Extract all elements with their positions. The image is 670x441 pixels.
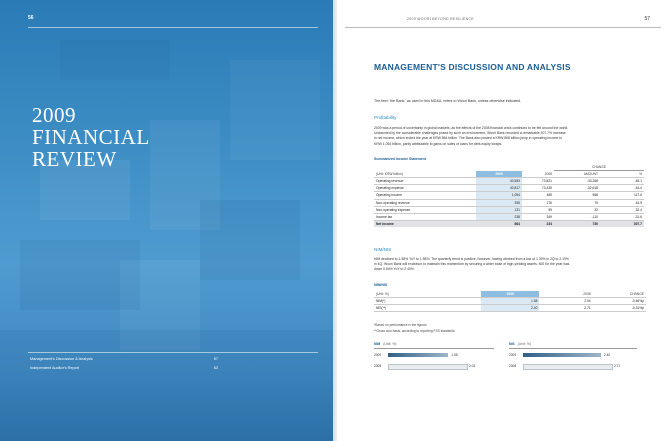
mini-chart-rule xyxy=(509,348,637,349)
cell-2009: 1.58 xyxy=(481,298,539,305)
row-label: Non-operating revenue xyxy=(374,199,476,206)
nim-nis-table xyxy=(374,291,646,312)
bar-year-label: 2009 xyxy=(509,352,517,357)
cell-pct: 307.7 xyxy=(600,221,644,228)
bar-year-label: 2008 xyxy=(374,363,382,368)
column-header-2009: 2009 xyxy=(476,171,522,178)
cell-2008: 2.04 xyxy=(539,298,592,305)
toc-item-label: Management's Discussion & Analysis xyxy=(30,357,93,361)
bar-row xyxy=(374,353,494,357)
text-line: in 4Q. Woori Bank will endeavor to maintain this momentum by securing a wider base of high-yielding assets. NIS for the year was xyxy=(374,262,570,267)
bar-year-label: 2008 xyxy=(509,363,517,368)
income-statement-table xyxy=(374,164,644,227)
nis-mini-chart xyxy=(509,342,637,368)
row-label: Non-operating expense xyxy=(374,206,476,213)
nim-table-title: NIM/NIS xyxy=(374,283,388,287)
text-line: KRW 1,054 billion, partly attributable to gains on sales of loans for debt-equity swaps. xyxy=(374,141,503,146)
toc-item-label: Independent Auditor's Report xyxy=(30,366,80,370)
table-row xyxy=(374,213,644,220)
table-row xyxy=(374,199,644,206)
cell-pct: 44.9 xyxy=(600,199,644,206)
text-line: 2009 was a period of uncertainty in global markets, as the effects of the 2008 financial crisis continued to be felt around the world. xyxy=(374,126,569,130)
row-label: Income tax xyxy=(374,213,476,220)
cell-2009: 255 xyxy=(476,199,522,206)
cell-2008: 2.71 xyxy=(539,305,592,312)
table-row xyxy=(374,192,644,199)
nim-heading: NIM/NIS xyxy=(374,247,392,252)
cell-2009: 1,054 xyxy=(476,192,522,199)
text-line: NIM declined to 1.58% YoY to 1.58%. The quarterly trend is positive, however, having climbed from a low of 1.39% in 2Q to 2.19% xyxy=(374,257,569,261)
cell-2008: 99 xyxy=(522,206,554,213)
cell-2008: 234 xyxy=(522,221,554,228)
nim-mini-chart xyxy=(374,342,494,368)
table-row xyxy=(374,185,644,192)
row-label: NIM(*) xyxy=(374,298,481,305)
bar xyxy=(388,364,468,370)
title-line-1: 2009 xyxy=(32,103,76,127)
running-head: 2009 WOORI BEYOND RESILIENCE xyxy=(407,17,474,21)
toc-item[interactable] xyxy=(30,355,318,364)
bar xyxy=(388,353,448,357)
right-page xyxy=(337,0,670,441)
text-line: Undaunted by the considerable challenges posed by such an environment, Woori Bank recorded a remarkable 307.7% increase xyxy=(374,131,566,136)
mini-chart-unit: (Unit: %) xyxy=(383,342,397,346)
row-label: Operating expense xyxy=(374,185,476,192)
left-page-number: 56 xyxy=(28,15,34,21)
bar xyxy=(523,353,601,357)
cell-amount: 32 xyxy=(554,206,600,213)
left-page xyxy=(0,0,333,441)
right-page-number: 57 xyxy=(644,16,650,22)
mini-chart-title xyxy=(374,342,494,346)
profitability-heading: Profitability xyxy=(374,115,397,120)
toc-item-page: 57 xyxy=(213,357,218,361)
page-title: MANAGEMENT'S DISCUSSION AND ANALYSIS xyxy=(374,62,571,72)
mini-chart-rule xyxy=(374,348,494,349)
bar-row xyxy=(374,364,494,368)
text-line: in net income, which ended the year at KRW 864 billion. The Bank also posted a KRW 868 billion jump in operating income to xyxy=(374,136,563,141)
table-row xyxy=(374,298,646,305)
header-rule xyxy=(345,27,661,28)
cell-2009: 864 xyxy=(476,221,522,228)
cell-2009: 40,817 xyxy=(476,185,522,192)
bar-value-label: 2.71 xyxy=(614,363,621,368)
cell-pct: 117.0 xyxy=(600,192,644,199)
cell-2008: 176 xyxy=(522,199,554,206)
cell-2009: 131 xyxy=(476,206,522,213)
bar-value-label: 2.40 xyxy=(603,352,611,357)
mini-chart-unit: (Unit: %) xyxy=(517,342,531,346)
column-header-2008: 2008 xyxy=(522,171,554,178)
table-row xyxy=(374,178,644,185)
row-label: NIS(**) xyxy=(374,305,481,312)
mini-chart-title xyxy=(509,342,637,346)
title-line-3: REVIEW xyxy=(32,147,117,171)
column-header-2009: 2009 xyxy=(481,291,539,298)
table-row xyxy=(374,305,646,312)
table-unit: (Unit: %) xyxy=(374,291,481,298)
footnote: *Based on performance in the figures xyxy=(374,323,427,327)
bar-value-label: 2.04 xyxy=(469,363,476,368)
cell-amount: -110 xyxy=(554,213,600,220)
change-header: CHANGE xyxy=(554,164,644,171)
bar-year-label: 2009 xyxy=(374,352,382,357)
cell-amount: 568 xyxy=(554,192,600,199)
background-texture xyxy=(0,0,333,441)
toc-rule xyxy=(28,352,318,353)
cell-change: -0.46%p xyxy=(593,298,646,305)
profitability-text xyxy=(374,126,642,147)
column-header-2008: 2008 xyxy=(539,291,592,298)
table-row xyxy=(374,206,644,213)
toc-item-page: 63 xyxy=(213,366,218,370)
title-line-2: FINANCIAL xyxy=(32,125,150,149)
column-header-change: CHANGE xyxy=(593,291,646,298)
bar-row xyxy=(509,353,637,357)
cell-amount: -33,268 xyxy=(554,178,600,185)
section-title xyxy=(32,104,150,170)
bar xyxy=(523,364,613,370)
cell-change: -0.31%p xyxy=(593,305,646,312)
nim-text xyxy=(374,257,642,273)
cell-2008: 485 xyxy=(522,192,554,199)
cell-amount: 730 xyxy=(554,221,600,228)
cell-pct: -45.1 xyxy=(600,178,644,185)
bar-row xyxy=(509,364,637,368)
footnote: **Gross won basis, according to reporting FSS standards xyxy=(374,329,455,333)
row-label: Operating income xyxy=(374,192,476,199)
cell-2009: 2.40 xyxy=(481,305,539,312)
header-rule xyxy=(28,27,318,28)
cell-2008: 349 xyxy=(522,213,554,220)
table-unit: (Unit: KRW billion) xyxy=(374,171,476,178)
mini-chart-name: NIM xyxy=(374,342,381,346)
column-header-pct: % xyxy=(600,171,644,178)
text-line: down 0.54% YoY to 2.40%. xyxy=(374,267,415,272)
cell-2008: 73,821 xyxy=(522,178,554,185)
cell-2009: 238 xyxy=(476,213,522,220)
cell-2009: 40,553 xyxy=(476,178,522,185)
row-label: Net income xyxy=(374,221,476,228)
intro-note: The term 'the Bank,' as used in this MD&A, refers to Woori Bank, unless otherwise indicated. xyxy=(374,99,522,103)
cell-pct: -31.6 xyxy=(600,213,644,220)
cell-pct: -44.4 xyxy=(600,185,644,192)
row-label: Operating revenue xyxy=(374,178,476,185)
column-header-amount: AMOUNT xyxy=(554,171,600,178)
cell-amount: 79 xyxy=(554,199,600,206)
income-table-title: Summarized Income Statement xyxy=(374,157,426,161)
bar-value-label: 1.58 xyxy=(451,352,458,357)
cell-2008: 73,435 xyxy=(522,185,554,192)
mini-chart-name: NIS xyxy=(509,342,515,346)
cell-amount: -32,618 xyxy=(554,185,600,192)
table-row-total xyxy=(374,221,644,228)
toc-item[interactable] xyxy=(30,364,318,373)
cell-pct: 32.4 xyxy=(600,206,644,213)
table-of-contents xyxy=(30,355,318,373)
